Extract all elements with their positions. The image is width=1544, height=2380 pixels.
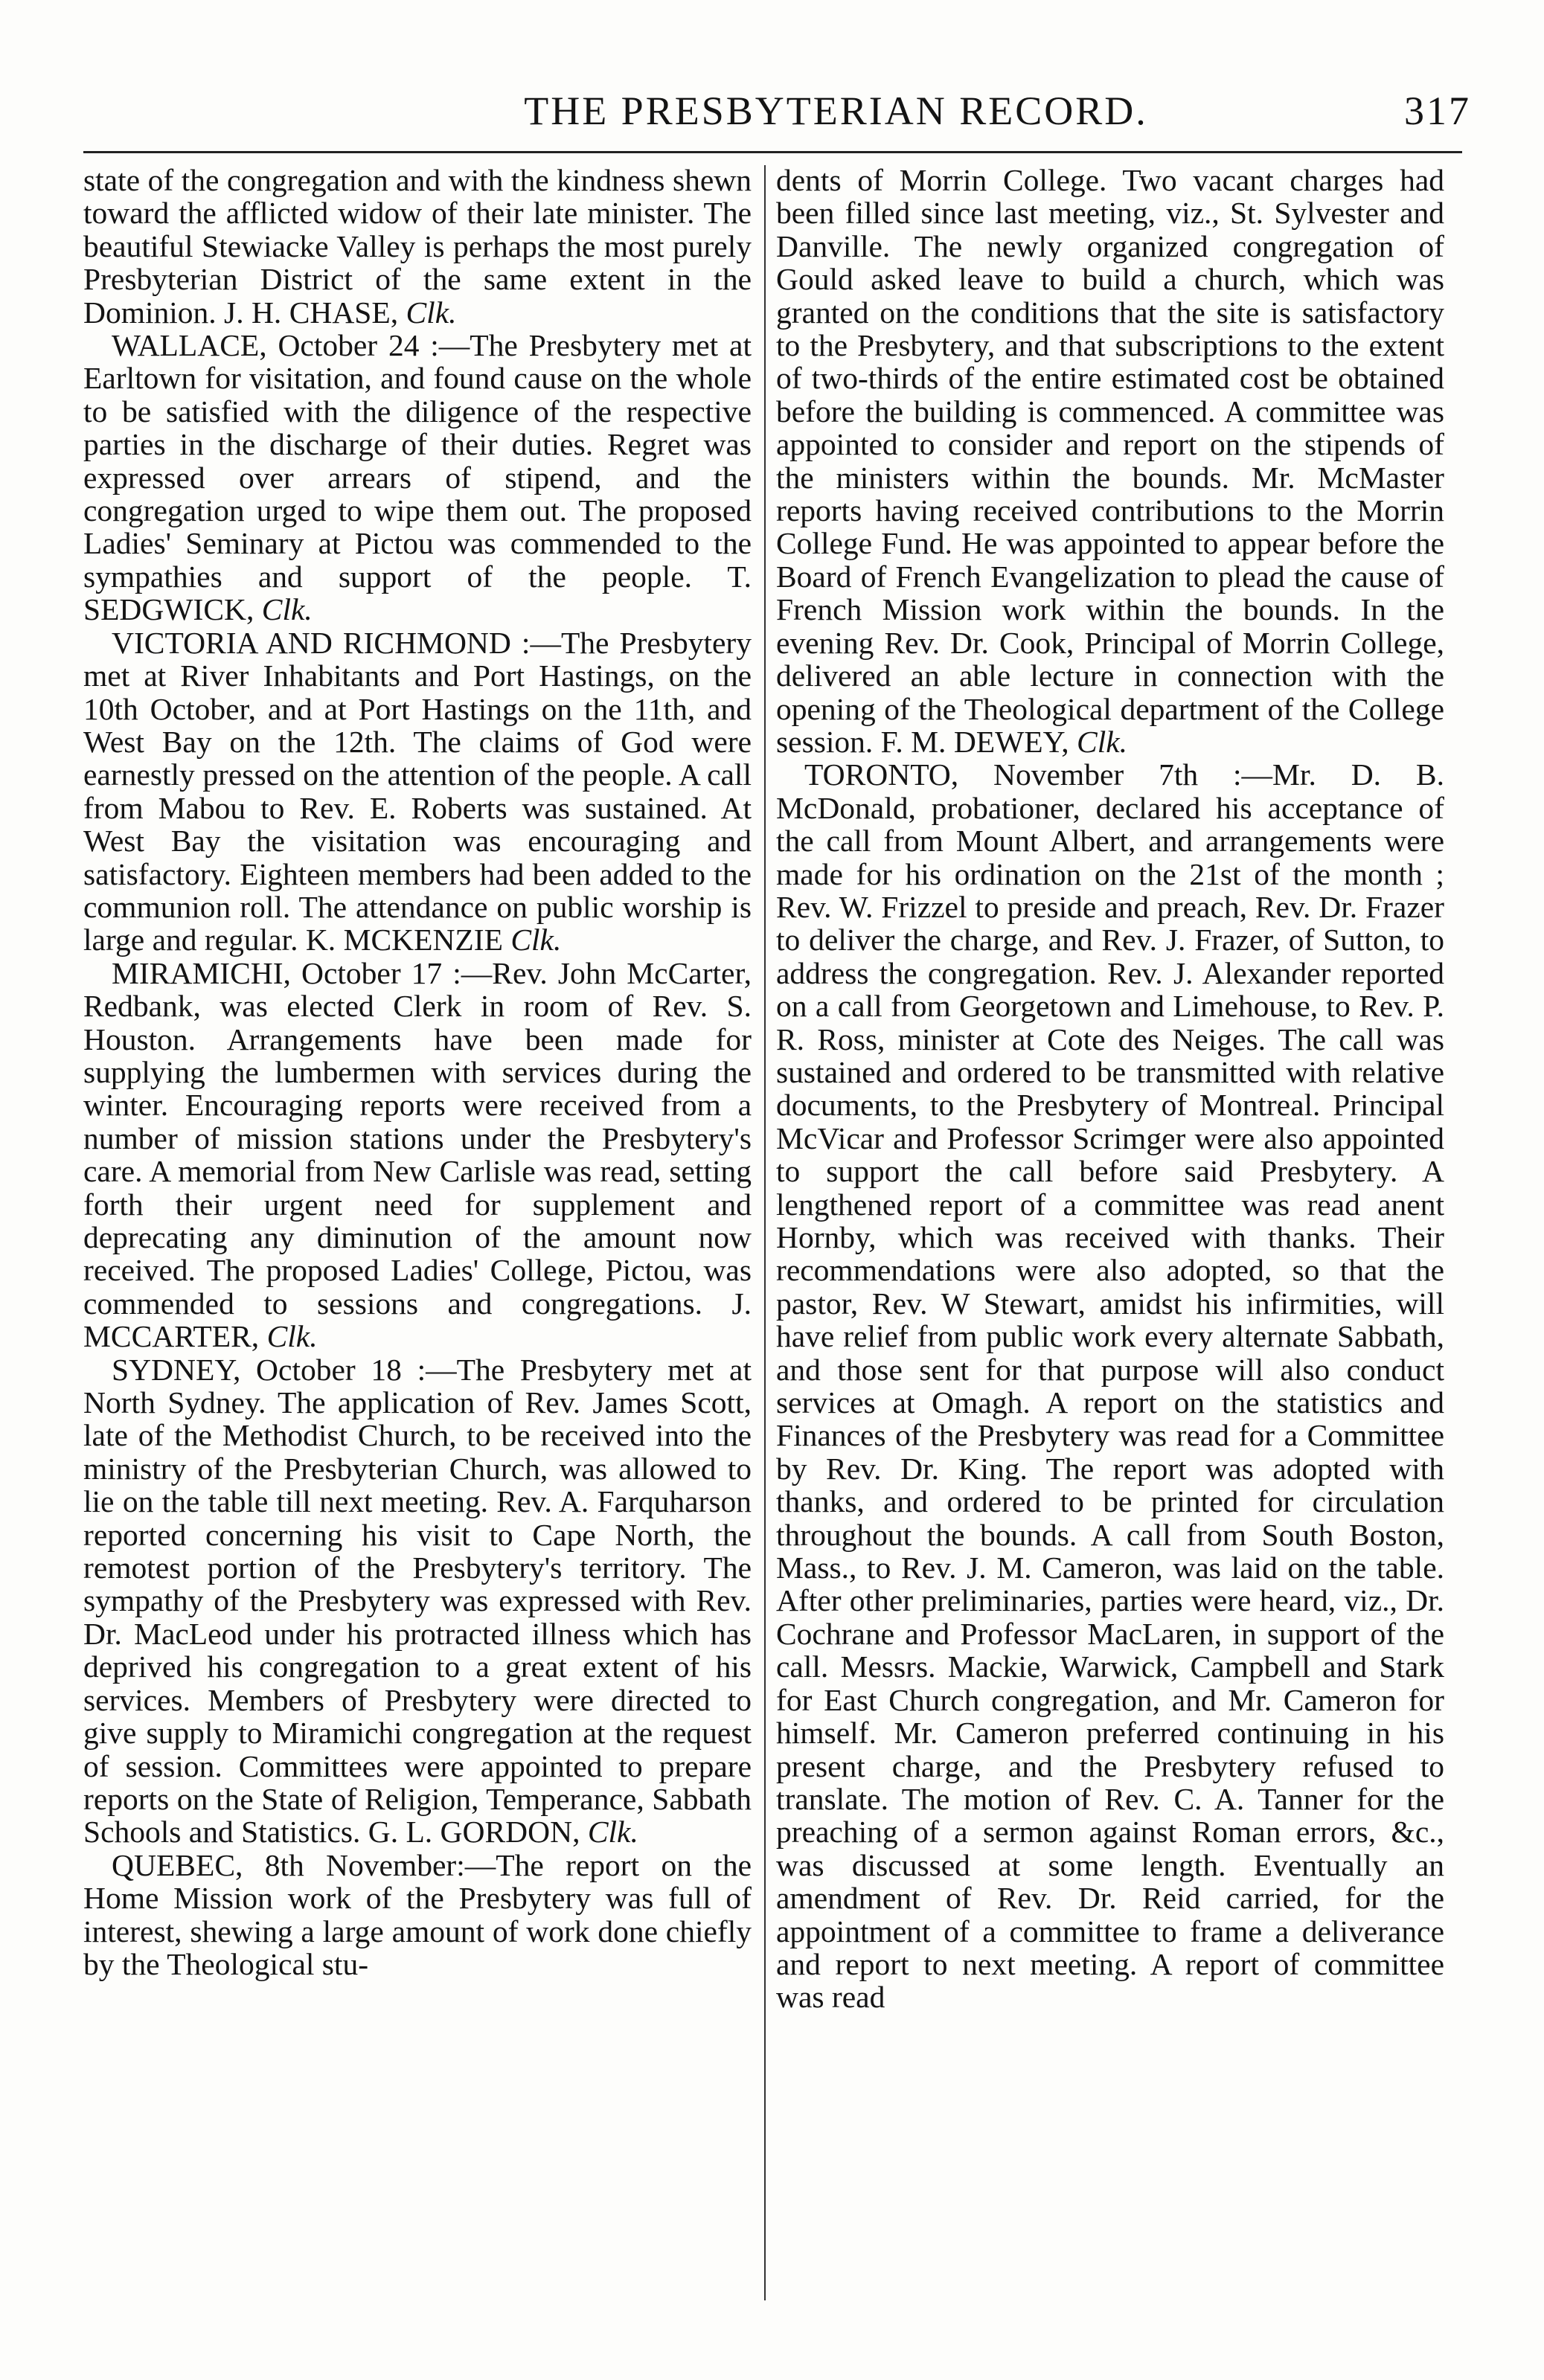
report-paragraph xyxy=(83,1353,752,1849)
clerk-abbrev: Clk. xyxy=(261,592,313,627)
clerk-abbrev: Clk. xyxy=(587,1815,638,1850)
report-paragraph xyxy=(83,164,752,329)
report-body: 8th November:—The report on the Home Mission work of the Presbytery was full of interest, shewing a large amount of work done chiefly by the Theological stu- xyxy=(83,1847,752,1981)
report-body: :—The Presbytery met at River Inhabitants and Port Hastings, on the 10th October, and at Port Hastings on the 11th, and West Bay on the 12th. The claims of God were earnestly pressed on the attention of the people. A call from Mabou to Rev. E. Roberts was sustained. At West Bay the visitation was encouraging and satisfactory. Eighteen members had been added to the communion roll. The attendance on public worship is large and regular. K. xyxy=(83,625,752,958)
report-paragraph xyxy=(83,957,752,1353)
report-heading: VICTORIA AND RICHMOND xyxy=(112,625,511,660)
page-number: 317 xyxy=(1404,89,1471,133)
page-title: THE PRESBYTERIAN RECORD. xyxy=(524,89,1148,133)
report-paragraph xyxy=(83,329,752,626)
report-heading: WALLACE, xyxy=(112,328,267,363)
right-column xyxy=(776,164,1444,2014)
header-rule xyxy=(83,151,1462,153)
report-heading: SYDNEY, xyxy=(112,1352,241,1387)
report-paragraph xyxy=(83,1849,752,1981)
clerk-abbrev: Clk. xyxy=(510,923,562,958)
report-body: state of the congregation and with the kindness shewn toward the afflicted widow of their late minister. The beautiful Stewiacke Valley is perhaps the most purely Presbyterian District of the same extent in the Dominion. J. H. xyxy=(83,163,752,330)
report-body: dents of Morrin College. Two vacant charges had been filled since last meeting, viz., St. Sylvester and Danville. The newly organized congregation of Gould asked leave to build a church, which was granted on the conditions that the site is satisfactory to the Presbytery, and that subscriptions to the extent of two-thirds of the entire estimated cost be obtained before the building is commenced. A committee was appointed to consider and report on the stipends of the ministers within the bounds. Mr. McMaster reports having received contributions to the Morrin College Fund. He was appointed to appear before the Board of French Evangelization to plead the cause of French Mission work within the bounds. In the evening Rev. Dr. Cook, Principal of Morrin College, delivered an able lecture in connection with the opening of the Theological department of the College session. F. M. xyxy=(776,163,1444,759)
report-body: October 24 :—The Presbytery met at Earltown for visitation, and found cause on the whole to be satisfied with the diligence of the respective parties in the discharge of their duties. Regret was expressed over arrears of stipend, and the congregation urged to wipe them out. The proposed Ladies' Seminary at Pictou was commended to the sympathies and support of the people. T. xyxy=(83,328,752,594)
report-signature: GORDON, xyxy=(440,1815,580,1850)
report-heading: MIRAMICHI, xyxy=(112,955,291,990)
page-header xyxy=(74,88,1471,141)
report-paragraph xyxy=(776,164,1444,758)
clerk-abbrev: Clk. xyxy=(406,295,457,330)
report-signature: CHASE, xyxy=(289,295,399,330)
column-divider xyxy=(764,165,766,2300)
report-signature: DEWEY, xyxy=(953,724,1069,759)
report-paragraph xyxy=(776,758,1444,2013)
report-heading: TORONTO, xyxy=(804,757,959,792)
report-signature: MCCARTER, xyxy=(83,1319,260,1354)
report-heading: QUEBEC, xyxy=(112,1847,243,1882)
left-column xyxy=(83,164,752,1980)
report-signature: MCKENZIE xyxy=(343,923,503,958)
report-signature: SEDGWICK, xyxy=(83,592,254,627)
report-paragraph xyxy=(83,626,752,957)
clerk-abbrev: Clk. xyxy=(266,1319,318,1354)
report-body: October 18 :—The Presbytery met at North Sydney. The application of Rev. James Scott, late of the Methodist Church, to be received into the ministry of the Presbyterian Church, was allowed to lie on the table till next meeting. Rev. A. Farquharson reported concerning his visit to Cape North, the remotest portion of the Presbytery's territory. The sympathy of the Presbytery was expressed with Rev. Dr. MacLeod under his protracted illness which has deprived his congregation to a great extent of his services. Members of Presbytery were directed to give supply to Miramichi congregation at the request of session. Committees were appointed to prepare reports on the State of Religion, Temperance, Sabbath Schools and Statistics. G. L. xyxy=(83,1352,752,1850)
clerk-abbrev: Clk. xyxy=(1077,724,1128,759)
report-body: November 7th :—Mr. D. B. McDonald, probationer, declared his acceptance of the call from Mount Albert, and arrangements were made for his ordination on the 21st of the month ; Rev. W. Frizzel to preside and preach, Rev. Dr. Frazer to deliver the charge, and Rev. J. Frazer, of Sutton, to address the congregation. Rev. J. Alexander reported on a call from Georgetown and Limehouse, to Rev. P. R. Ross, minister at Cote des Neiges. The call was sustained and ordered to be transmitted with relative documents, to the Presbytery of Montreal. Principal McVicar and Professor Scrimger were also appointed to support the call before said Presbytery. A lengthened report of a committee was read anent Hornby, which was received with thanks. Their recommendations were also adopted, so that the pastor, Rev. W Stewart, amidst his infirmities, will have relief from public work every alternate Sabbath, and those sent for that purpose will also conduct services at Omagh. A report on the statistics and Finances of the Presbytery was read for a Committee by Rev. Dr. King. The report was adopted with thanks, and ordered to be printed for circulation throughout the bounds. A call from South Boston, Mass., to Rev. J. M. Cameron, was laid on the table. After other preliminaries, parties were heard, viz., Dr. Cochrane and Professor MacLaren, in support of the call. Messrs. Mackie, Warwick, Campbell and Stark for East Church congregation, and Mr. Cameron for himself. Mr. Cameron preferred continuing in his present charge, and the Presbytery refused to translate. The motion of Rev. C. A. Tanner for the preaching of a sermon against Roman errors, &c., was discussed at some length. Eventually an amendment of Rev. Dr. Reid carried, for the appointment of a committee to frame a deliverance and report to next meeting. A report of committee was read xyxy=(776,757,1444,2015)
report-body: October 17 :—Rev. John McCarter, Redbank, was elected Clerk in room of Rev. S. Houston. Arrangements have been made for supplying the lumbermen with services during the winter. Encouraging reports were received from a number of mission stations under the Presbytery's care. A memorial from New Carlisle was read, setting forth their urgent need for supplement and deprecating any diminution of the amount now received. The proposed Ladies' College, Pictou, was commended to sessions and congregations. J. xyxy=(83,955,752,1321)
